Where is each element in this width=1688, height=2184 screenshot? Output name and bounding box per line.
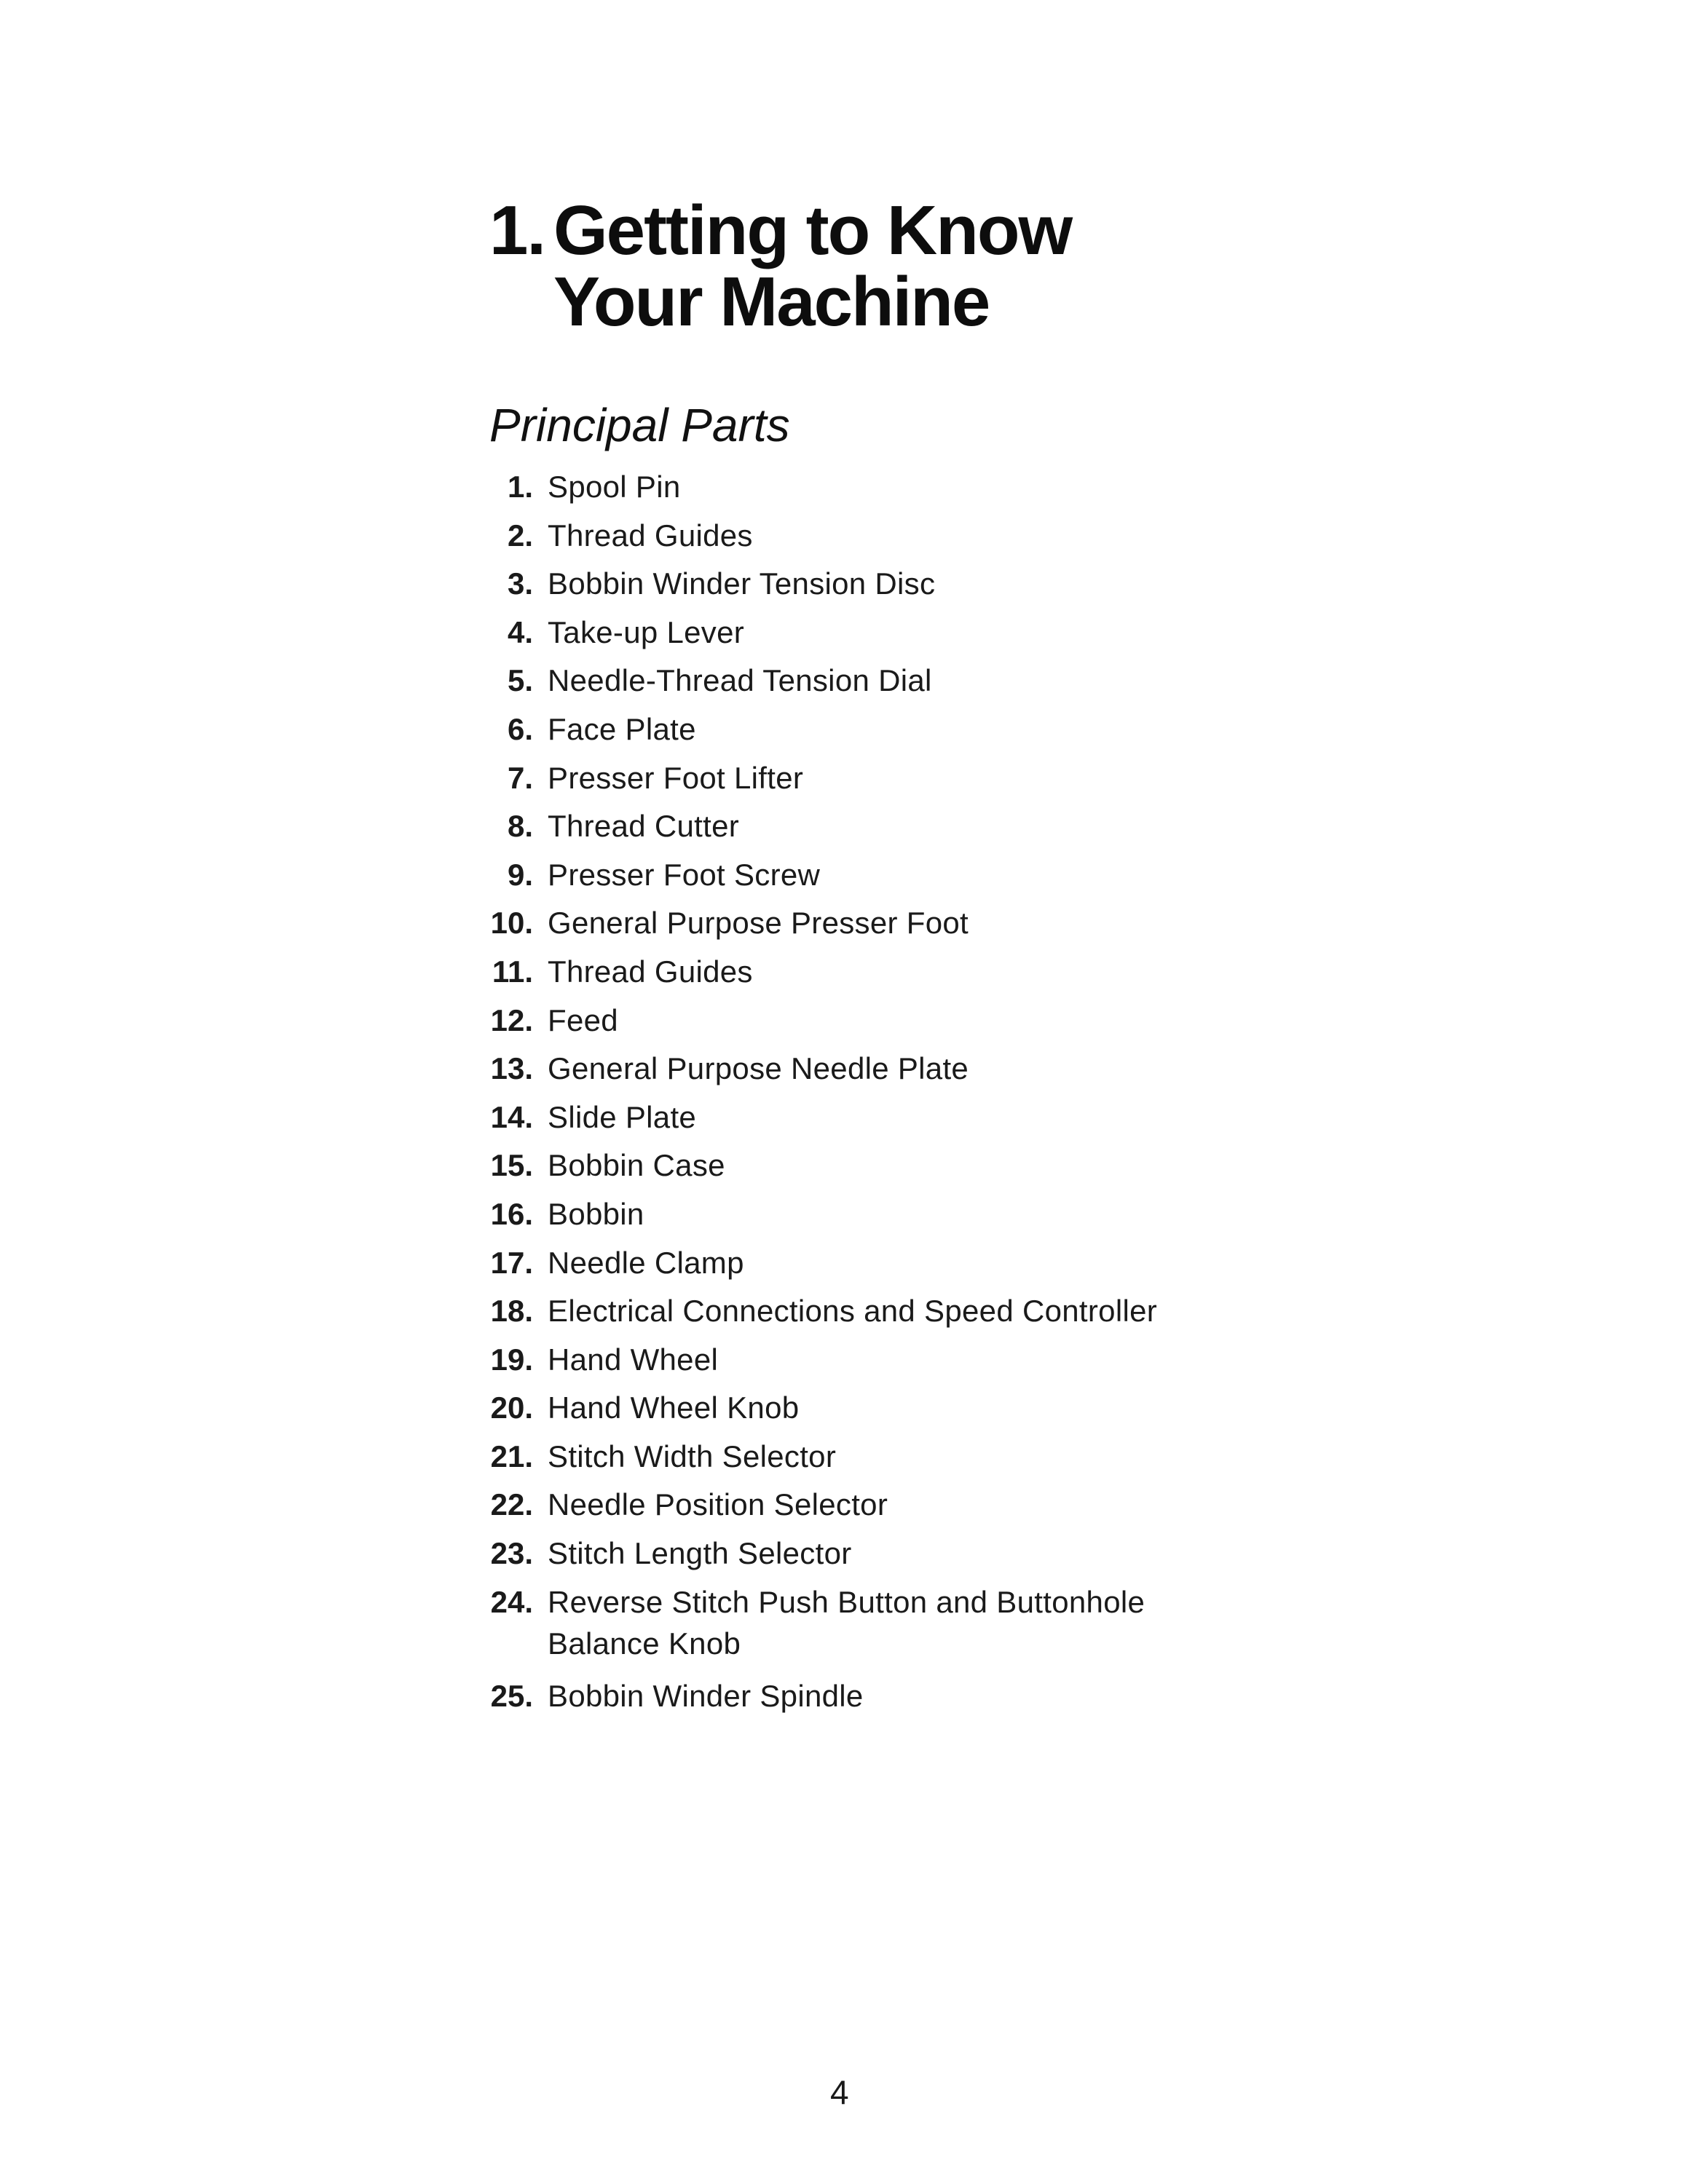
list-item-label: Bobbin (548, 1196, 644, 1231)
list-item (481, 1675, 1296, 1724)
list-item (481, 951, 1296, 1000)
list-item (481, 1048, 1296, 1096)
list-item-number: 3. (507, 566, 533, 601)
list-item-label: Thread Cutter (548, 809, 740, 844)
list-item-label: Slide Plate (548, 1099, 697, 1134)
list-item-label: Needle-Thread Tension Dial (548, 663, 932, 698)
list-item-number: 5. (507, 663, 533, 698)
list-item (481, 708, 1296, 757)
list-item (481, 854, 1296, 903)
page-number: 4 (830, 2073, 849, 2111)
list-item-number: 11. (492, 954, 533, 989)
list-item-label: Stitch Width Selector (548, 1439, 837, 1473)
parts-list (481, 466, 1296, 1723)
list-item-number: 21. (490, 1439, 533, 1473)
list-item-number: 7. (507, 760, 533, 795)
list-item-label: Thread Guides (548, 954, 753, 989)
list-item (481, 515, 1296, 563)
chapter-title-line1: Getting to Know (553, 191, 1072, 269)
list-item-label: Needle Clamp (548, 1245, 744, 1280)
list-item (481, 1581, 1296, 1675)
list-item (481, 1242, 1296, 1291)
list-item-label: Spool Pin (548, 470, 681, 504)
list-item-label: Hand Wheel (548, 1342, 719, 1377)
list-item (481, 1000, 1296, 1048)
list-item (481, 1532, 1296, 1581)
list-item (481, 902, 1296, 951)
list-item-label: Hand Wheel Knob (548, 1390, 800, 1425)
list-item (481, 1096, 1296, 1145)
list-item-number: 2. (507, 518, 533, 553)
list-item-number: 9. (507, 857, 533, 892)
list-item-label: Reverse Stitch Push Button and Buttonhole Balance Knob (548, 1584, 1145, 1661)
list-item-label: Take-up Lever (548, 614, 745, 649)
list-item-number: 10. (490, 906, 533, 941)
list-item-label: Face Plate (548, 711, 696, 746)
list-item-label: Feed (548, 1002, 618, 1037)
list-item-number: 16. (490, 1196, 533, 1231)
list-item-number: 20. (490, 1390, 533, 1425)
list-item-label: Electrical Connections and Speed Controller (548, 1294, 1158, 1329)
list-item (481, 1484, 1296, 1532)
list-item-number: 14. (490, 1099, 533, 1134)
list-item-number: 13. (490, 1051, 533, 1086)
list-item-label: Presser Foot Screw (548, 857, 821, 892)
list-item (481, 563, 1296, 612)
section-title: Principal Parts (489, 399, 790, 451)
list-item-number: 22. (490, 1487, 533, 1522)
list-item (481, 1144, 1296, 1193)
list-item-label: Bobbin Winder Tension Disc (548, 566, 936, 601)
list-item (481, 757, 1296, 806)
list-item-number: 4. (507, 614, 533, 649)
list-item-label: Presser Foot Lifter (548, 760, 804, 795)
chapter-title-line2: Your Machine (553, 263, 990, 341)
list-item-label: Stitch Length Selector (548, 1536, 852, 1571)
list-item-number: 23. (490, 1536, 533, 1571)
list-item-number: 6. (507, 711, 533, 746)
chapter-title (489, 191, 1072, 341)
list-item-number: 8. (507, 809, 533, 844)
list-item-number: 15. (490, 1148, 533, 1183)
list-item-label: General Purpose Needle Plate (548, 1051, 969, 1086)
list-item-number: 18. (490, 1294, 533, 1329)
list-item (481, 1290, 1296, 1339)
list-item-label: Needle Position Selector (548, 1487, 888, 1522)
list-item-label: Thread Guides (548, 518, 753, 553)
list-item (481, 805, 1296, 854)
list-item (481, 1193, 1296, 1242)
chapter-number: 1. (489, 191, 545, 269)
list-item (481, 1339, 1296, 1388)
list-item (481, 466, 1296, 515)
list-item-number: 17. (490, 1245, 533, 1280)
list-item (481, 1387, 1296, 1436)
list-item (481, 660, 1296, 708)
list-item-number: 25. (490, 1678, 533, 1713)
list-item (481, 612, 1296, 660)
list-item-label: Bobbin Case (548, 1148, 725, 1183)
list-item-label: General Purpose Presser Foot (548, 906, 969, 941)
list-item-number: 1. (507, 470, 533, 504)
list-item-number: 24. (490, 1584, 533, 1619)
list-item-number: 12. (490, 1002, 533, 1037)
list-item-label: Bobbin Winder Spindle (548, 1678, 864, 1713)
list-item-number: 19. (490, 1342, 533, 1377)
list-item (481, 1436, 1296, 1484)
